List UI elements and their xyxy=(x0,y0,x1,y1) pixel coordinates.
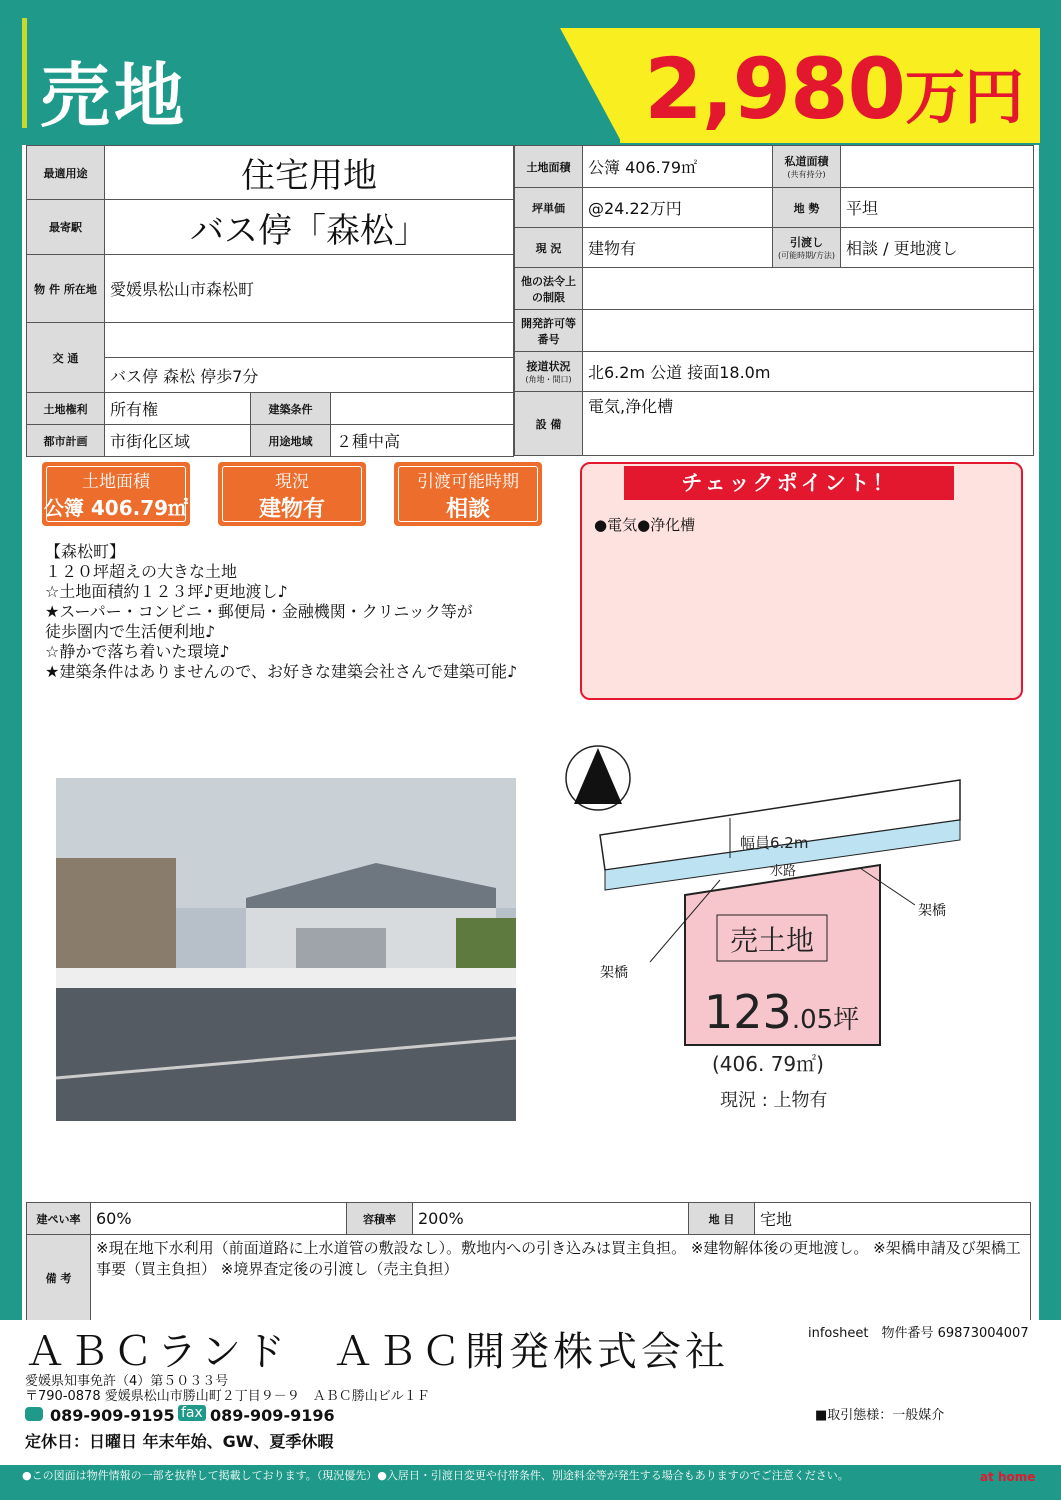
price-banner-wedge xyxy=(560,28,622,143)
facility-label: 設 備 xyxy=(515,392,583,456)
transaction-type: ■取引態様：一般媒介 xyxy=(815,1408,945,1423)
unit-price-value: @24.22万円 xyxy=(583,188,773,228)
unit-price-label: 坪単価 xyxy=(515,188,583,228)
checkpoint-box xyxy=(580,462,1023,700)
price: 2,980万円 xyxy=(644,40,1023,138)
bottom-table xyxy=(26,1202,1031,1321)
badge-status: 現況 建物有 xyxy=(218,462,366,526)
other-law-value xyxy=(583,268,1034,310)
holiday: 定休日：日曜日 年末年始、GW、夏季休暇 xyxy=(25,1432,334,1451)
infosheet: infosheet 物件番号 69873004007 xyxy=(808,1326,1029,1341)
usage-label: 最適用途 xyxy=(27,146,105,200)
tel: 089-909-9195 xyxy=(50,1406,175,1425)
spec-table-right xyxy=(514,145,1034,456)
build-cond-value xyxy=(331,393,514,425)
badge-handover: 引渡可能時期 相談 xyxy=(394,462,542,526)
coverage-value: 60% xyxy=(91,1203,347,1235)
company-address: 〒790-0878 愛媛県松山市勝山町２丁目９－９ ＡＢＣ勝山ビル１Ｆ xyxy=(25,1389,430,1404)
waterway-text: 水路 xyxy=(770,864,797,879)
handover-label: 引渡し (可能時期/方法) xyxy=(773,228,841,268)
zone-label: 用途地域 xyxy=(251,425,331,457)
transport-label: 交 通 xyxy=(27,323,105,393)
land-right-label: 土地権利 xyxy=(27,393,105,425)
checkpoint-body: ●電気●浄化槽 xyxy=(594,516,696,534)
property-photo xyxy=(56,778,516,1121)
land-cat-label: 地 目 xyxy=(689,1203,755,1235)
handover-value: 相談 / 更地渡し xyxy=(841,228,1034,268)
build-cond-label: 建築条件 xyxy=(251,393,331,425)
usage-value: 住宅用地 xyxy=(105,146,514,200)
land-cat-value: 宅地 xyxy=(755,1203,1031,1235)
terrain-value: 平坦 xyxy=(841,188,1034,228)
remarks-label: 備 考 xyxy=(27,1235,91,1321)
fax-icon: fax xyxy=(178,1405,206,1421)
checkpoint-title: チェックポイント！ xyxy=(624,466,954,500)
listing-type-title: 売地 xyxy=(40,55,188,137)
remarks-value: ※現在地下水利用（前面道路に上水道管の敷設なし）。敷地内への引き込みは買主負担。 ※建物解体後の更地渡し。 ※架橋申請及び架橋工事要（買主負担） ※境界査定後の引渡し（売主負担） xyxy=(91,1235,1031,1321)
license: 愛媛県知事免許（4）第５０３３号 xyxy=(25,1374,229,1389)
bridge-leaders xyxy=(560,740,1040,1170)
station-value: バス停「森松」 xyxy=(105,200,514,255)
zone-value: ２種中高 xyxy=(331,425,514,457)
lot-title: 売土地 xyxy=(729,924,815,957)
title-accent-bar xyxy=(22,18,27,128)
bridge-left-label: 架橋 xyxy=(600,965,628,981)
badge-area: 土地面積 公簿 406.79㎡ xyxy=(42,462,190,526)
company-name: ＡＢＣランド ＡＢＣ開発株式会社 xyxy=(25,1329,729,1375)
private-road-label: 私道面積 (共有持分) xyxy=(773,146,841,188)
road-value: 北6.2m 公道 接面18.0m xyxy=(583,352,1034,392)
bridge-right-label: 架橋 xyxy=(918,903,946,919)
lot-tsubo: 123.05坪 xyxy=(704,985,860,1039)
transport-blank xyxy=(105,323,514,358)
fax: 089-909-9196 xyxy=(210,1406,335,1425)
far-label: 容積率 xyxy=(347,1203,413,1235)
phone-icon xyxy=(25,1407,43,1421)
other-law-label: 他の法令上の制限 xyxy=(515,268,583,310)
status-value: 建物有 xyxy=(583,228,773,268)
city-plan-value: 市街化区域 xyxy=(105,425,251,457)
station-label: 最寄駅 xyxy=(27,200,105,255)
status-label: 現 況 xyxy=(515,228,583,268)
road-label: 接道状況 (角地・間口) xyxy=(515,352,583,392)
dev-permit-value xyxy=(583,310,1034,352)
coverage-label: 建ぺい率 xyxy=(27,1203,91,1235)
area-label: 土地面積 xyxy=(515,146,583,188)
transport-value: バス停 森松 停歩7分 xyxy=(105,358,514,393)
private-road-value xyxy=(841,146,1034,188)
city-plan-label: 都市計画 xyxy=(27,425,105,457)
road-width-text: 幅員6.2m xyxy=(740,834,809,852)
address-label: 物 件 所在地 xyxy=(27,255,105,323)
athome-logo: at home xyxy=(980,1470,1036,1484)
land-right-value: 所有権 xyxy=(105,393,251,425)
footer-note: ●この図面は物件情報の一部を抜粋して掲載しております。（現況優先）●入居日・引渡日変更や付帯条件、別途料金等が発生する場合もありますのでご注意ください。 xyxy=(22,1469,849,1482)
area-value: 公簿 406.79㎡ xyxy=(583,146,773,188)
dev-permit-label: 開発許可等番号 xyxy=(515,310,583,352)
address-value: 愛媛県松山市森松町 xyxy=(105,255,514,323)
spec-table-left xyxy=(26,145,514,457)
lot-sqm: (406. 79㎡) xyxy=(712,1052,824,1076)
terrain-label: 地 勢 xyxy=(773,188,841,228)
description: 【森松町】 １２０坪超えの大きな土地 ☆土地面積約１２３坪♪更地渡し♪ ★スーパー・コンビニ・郵便局・金融機関・クリニック等が 徒歩圏内で生活便利地♪ ☆静かで落ち着いた環境♪ ★建築条件はありませんので、お好きな建築会社さんで建築可能♪ xyxy=(45,542,518,681)
facility-value: 電気,浄化槽 xyxy=(583,392,1034,456)
far-value: 200% xyxy=(413,1203,689,1235)
lot-status: 現況 : 上物有 xyxy=(720,1090,828,1111)
